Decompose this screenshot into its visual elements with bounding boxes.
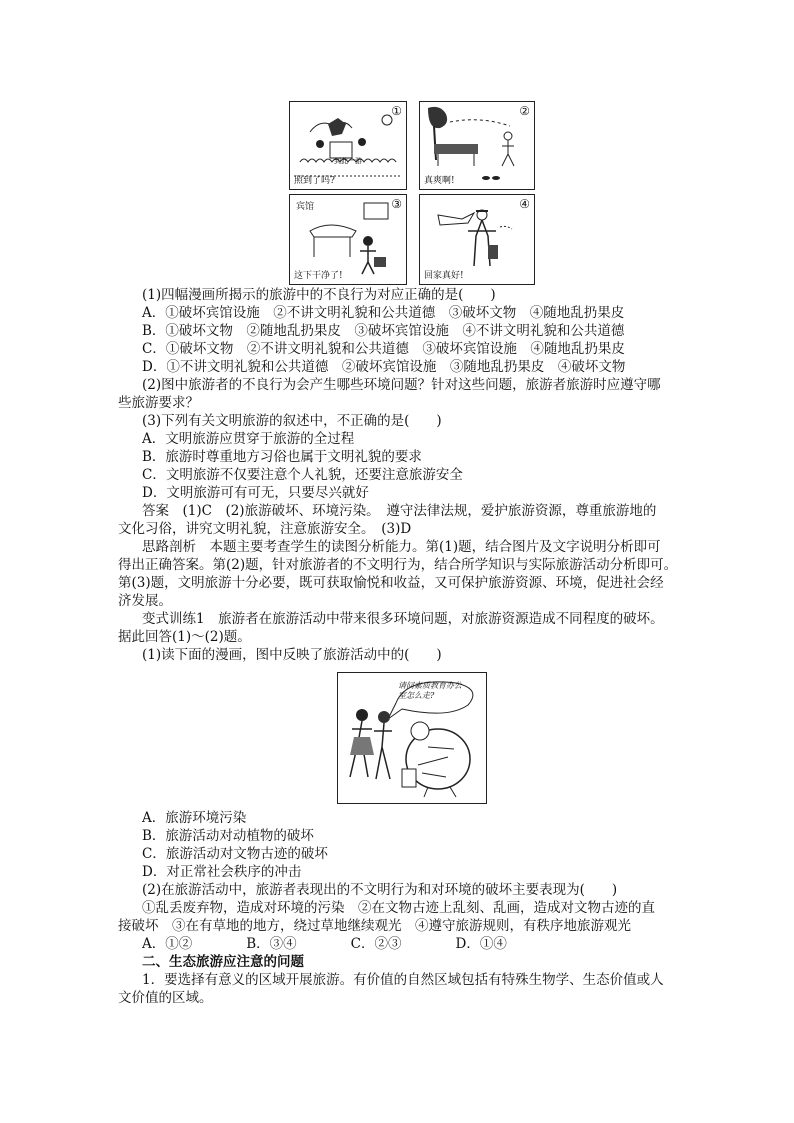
cartoon-speech-bubble: 请问素质教育办公室怎么走? — [398, 681, 462, 700]
section-paragraph-line-2: 文价值的区域。 — [118, 990, 213, 1006]
exercise-q1-stem: (1)读下面的漫画，图中反映了旅游活动中的( ) — [142, 647, 442, 663]
section-paragraph-line-1: 1．要选择有意义的区域开展旅游。有价值的自然区域包括有特殊生物学、生态价值或人 — [142, 972, 664, 988]
q1-stem: (1)四幅漫画所揭示的旅游中的不良行为对应正确的是( ) — [142, 287, 496, 303]
exercise-q2-line-2: 接破坏 ③在有草地的地方，绕过草地继续观光 ④遵守旅游规则，有秩序地旅游观光 — [118, 918, 631, 934]
cartoon-sign: 到此一游 — [334, 157, 362, 165]
cartoon-1 — [289, 101, 407, 190]
q1-option-a: A．①破坏宾馆设施 ②不讲文明礼貌和公共道德 ③破坏文物 ④随地乱扔果皮 — [142, 305, 625, 321]
question-block-2 — [118, 809, 688, 1007]
exercise-q2-option-a: A．①② — [142, 936, 193, 952]
cartoon-2 — [419, 101, 535, 190]
cartoon-4 — [419, 194, 535, 285]
cartoon-caption: 这下干净了! — [294, 271, 343, 281]
exercise-q2-line-1: ①乱丢废弃物，造成对环境的污染 ②在文物古迹上乱刻、乱画，造成对文物古迹的直 — [142, 900, 655, 916]
q3-option-d: D．文明旅游可有可无，只要尽兴就好 — [142, 485, 369, 501]
exercise-line-1: 变式训练1 旅游者在旅游活动中带来很多环境问题，对旅游资源造成不同程度的破坏。 — [142, 611, 664, 627]
cartoon-number: ① — [391, 104, 402, 118]
q1-option-c: C．①破坏文物 ②不讲文明礼貌和公共道德 ③破坏宾馆设施 ④随地乱扔果皮 — [142, 341, 625, 357]
exercise-q2-option-d: D．①④ — [455, 936, 507, 952]
exercise-q2-stem: (2)在旅游活动中，旅游者表现出的不文明行为和对环境的破坏主要表现为( ) — [142, 882, 618, 898]
exercise-q1-option-c: C．旅游活动对文物古迹的破坏 — [142, 846, 328, 862]
q1-option-d: D．①不讲文明礼貌和公共道德 ②破坏宾馆设施 ③随地乱扔果皮 ④破坏文物 — [142, 359, 626, 375]
analysis-line-4: 济发展。 — [118, 593, 172, 609]
cartoon-number: ③ — [391, 197, 402, 211]
cartoon-number: ② — [519, 104, 530, 118]
q2-line-2: 些旅游要求？ — [118, 395, 199, 411]
q3-option-c: C．文明旅游不仅要注意个人礼貌，还要注意旅游安全 — [142, 467, 463, 483]
exercise-q2-option-c: C．②③ — [350, 936, 402, 952]
q3-stem: (3)下列有关文明旅游的叙述中，不正确的是( ) — [142, 413, 442, 429]
cartoon-caption: 真爽啊! — [424, 176, 455, 186]
section-heading: 二、生态旅游应注意的问题 — [142, 954, 304, 970]
analysis-line-2: 得出正确答案。第(2)题，针对旅游者的不文明行为，结合所学知识与实际旅游活动分析即可。 — [118, 557, 678, 573]
exercise-q1-option-d: D．对正常社会秩序的冲击 — [142, 864, 302, 880]
exercise-q1-option-b: B．旅游活动对动植物的破坏 — [142, 828, 314, 844]
q3-option-b: B．旅游时尊重地方习俗也属于文明礼貌的要求 — [142, 449, 422, 465]
exercise-q2-option-b: B．③④ — [246, 936, 297, 952]
exercise-q1-option-a: A．旅游环境污染 — [142, 810, 247, 826]
cartoon-caption: 照到了吗? — [294, 176, 335, 186]
exercise-line-2: 据此回答(1)～(2)题。 — [118, 629, 251, 645]
q3-option-a: A．文明旅游应贯穿于旅游的全过程 — [142, 431, 355, 447]
q1-option-b: B．①破坏文物 ②随地乱扔果皮 ③破坏宾馆设施 ④不讲文明礼貌和公共道德 — [142, 323, 625, 339]
answer-line-2: 文化习俗，讲究文明礼貌，注意旅游安全。 (3)D — [118, 521, 412, 537]
answer-line-1: 答案 (1)C (2)旅游破坏、环境污染。 遵守法律法规，爱护旅游资源，尊重旅游地的 — [142, 503, 657, 519]
question-block-1 — [118, 286, 688, 664]
cartoon-number: ④ — [519, 197, 530, 211]
exercise-cartoon — [337, 672, 487, 804]
cartoon-caption: 回家真好! — [424, 271, 464, 281]
exercise-q2-options — [118, 935, 688, 953]
analysis-line-1: 思路剖析 本题主要考查学生的读图分析能力。第(1)题，结合图片及文字说明分析即可 — [142, 539, 661, 555]
cartoon-label: 宾馆 — [296, 202, 315, 212]
q2-line-1: (2)图中旅游者的不良行为会产生哪些环境问题？针对这些问题，旅游者旅游时应遵守哪 — [142, 377, 661, 393]
cartoon-3 — [289, 194, 407, 285]
analysis-line-3: 第(3)题，文明旅游十分必要，既可获取愉悦和收益，又可保护旅游资源、环境，促进社会经 — [118, 575, 664, 591]
